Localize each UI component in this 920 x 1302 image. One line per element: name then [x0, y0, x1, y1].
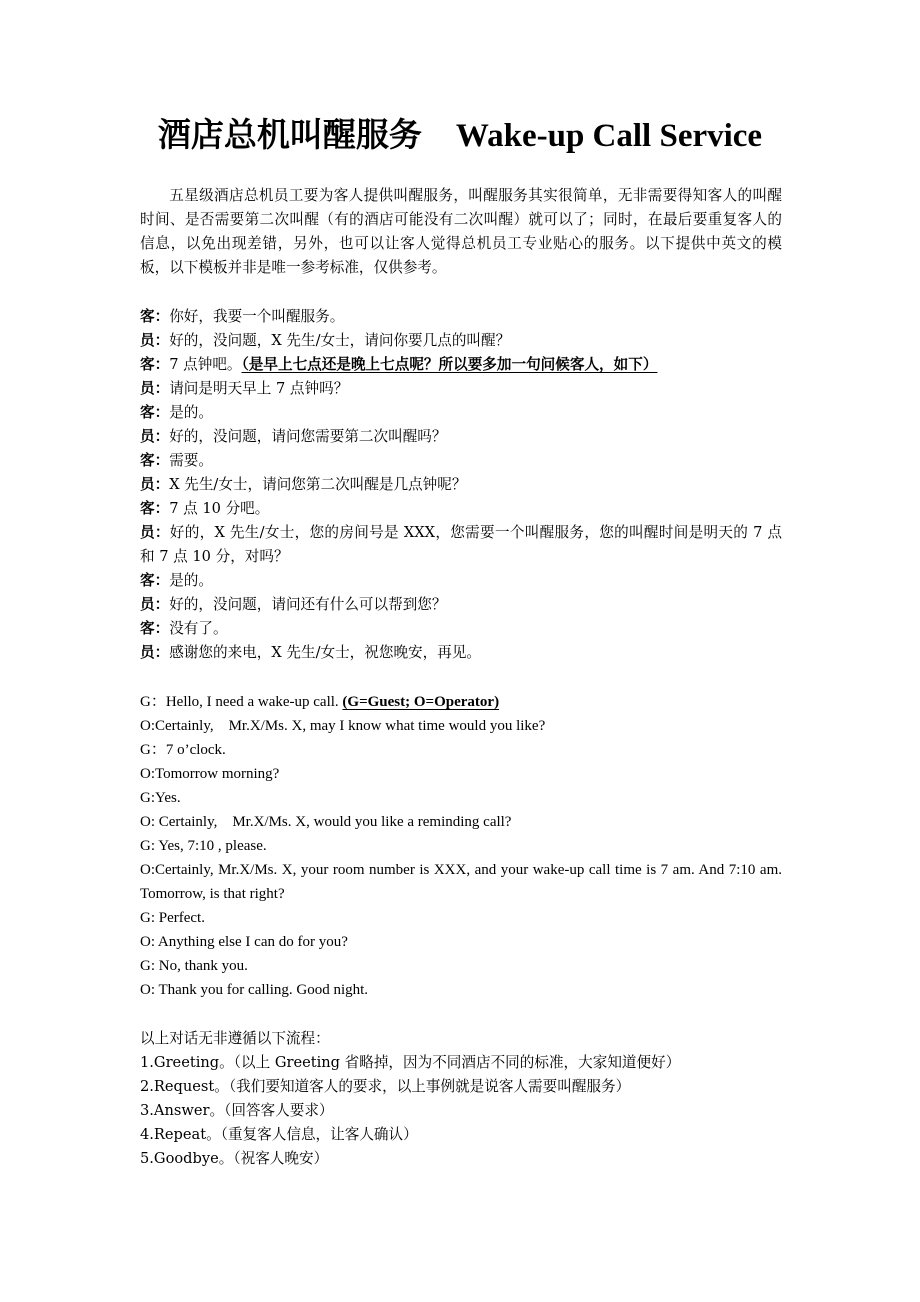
flow-step-4: 4.Repeat。（重复客人信息，让客人确认） [140, 1126, 418, 1143]
en-dialog-line-2: O:Certainly, Mr.X/Ms. X, may I know what time would you like? [140, 718, 546, 734]
flow-step-3: 3.Answer。（回答客人要求） [140, 1102, 334, 1119]
flow-step-1: 1.Greeting。（以上 Greeting 省略掉，因为不同酒店不同的标准，大家知道便好） [140, 1054, 681, 1071]
intro-paragraph: 五星级酒店总机员工要为客人提供叫醒服务，叫醒服务其实很简单，无非需要得知客人的叫醒时间、是否需要第二次叫醒（有的酒店可能没有二次叫醒）就可以了；同时，在最后要重复客人的信息，以免出现差错，另外，也可以让客人觉得总机员工专业贴心的服务。以下提供中英文的模板，以下模板并非是唯一参考标准，仅供参考。 [140, 187, 782, 276]
page-title [0, 112, 920, 160]
cn-dialog-line-8: 员：X 先生/女士，请问您第二次叫醒是几点钟呢？ [140, 476, 467, 493]
en-dialog-line-10: O: Anything else I can do for you? [140, 934, 348, 950]
cn-dialog-line-2: 员：好的，没问题，X 先生/女士，请问你要几点的叫醒？ [140, 332, 511, 349]
cn-dialog-line-10: 员：好的，X 先生/女士，您的房间号是 XXX，您需要一个叫醒服务，您的叫醒时间是明天的 7 点和 7 点 10 分，对吗？ [140, 524, 782, 565]
flow-step-5: 5.Goodbye。（祝客人晚安） [140, 1150, 329, 1167]
cn-dialog-line-9: 客：7 点 10 分吧。 [140, 500, 270, 517]
en-dialog-line-1: G：Hello, I need a wake-up call. (G=Guest; O=Operator) [140, 694, 500, 710]
title-english: Wake-up Call Service [455, 118, 763, 154]
cn-dialog-line-13: 客：没有了。 [140, 620, 228, 637]
en-dialog-line-12: O: Thank you for calling. Good night. [140, 982, 369, 998]
cn-dialog-line-1: 客：你好，我要一个叫醒服务。 [140, 308, 345, 325]
en-dialog-line-8: O:Certainly, Mr.X/Ms. X, your room number is XXX, and your wake-up call time is 7 am. And 7:10 am. Tomorrow, is that right? [140, 862, 782, 902]
en-dialog-line-9: G: Perfect. [140, 910, 205, 926]
en-dialog-line-7: G: Yes, 7:10 , please. [140, 838, 267, 854]
cn-dialog-line-12: 员：好的，没问题，请问还有什么可以帮到您？ [140, 596, 447, 613]
cn-dialog-line-11: 客：是的。 [140, 572, 213, 589]
flow-step-2: 2.Request。（我们要知道客人的要求，以上事例就是说客人需要叫醒服务） [140, 1078, 631, 1095]
cn-dialog-line-7: 客：需要。 [140, 452, 213, 469]
en-dialog-line-11: G: No, thank you. [140, 958, 248, 974]
cn-dialog-note: （是早上七点还是晚上七点呢？所以要多加一句问候客人，如下） [241, 356, 658, 373]
en-dialog-line-3: G：7 o’clock. [140, 742, 226, 758]
cn-dialog-line-5: 客：是的。 [140, 404, 213, 421]
cn-dialog-line-14: 员：感谢您的来电，X 先生/女士，祝您晚安，再见。 [140, 644, 482, 661]
cn-dialog-line-3: 客：7 点钟吧。（是早上七点还是晚上七点呢？所以要多加一句问候客人，如下） [140, 356, 658, 373]
cn-dialog-line-6: 员：好的，没问题，请问您需要第二次叫醒吗？ [140, 428, 447, 445]
en-dialog-legend: (G=Guest; O=Operator) [342, 694, 500, 710]
title-chinese: 酒店总机叫醒服务 [157, 118, 422, 154]
cn-dialog-line-4: 员：请问是明天早上 7 点钟吗？ [140, 380, 349, 397]
flow-heading: 以上对话无非遵循以下流程： [140, 1030, 330, 1047]
en-dialog-line-5: G:Yes. [140, 790, 181, 806]
en-dialog-line-6: O: Certainly, Mr.X/Ms. X, would you like a reminding call? [140, 814, 512, 830]
en-dialog-line-4: O:Tomorrow morning? [140, 766, 280, 782]
